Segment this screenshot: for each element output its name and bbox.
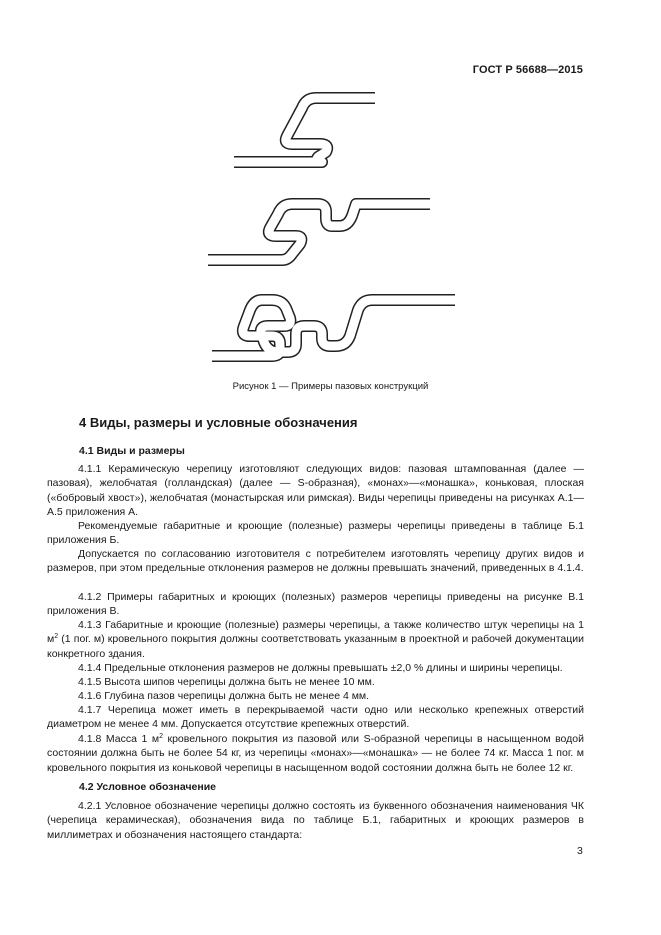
paragraph-4-1-5: 4.1.5 Высота шипов черепицы должна быть не менее 10 мм. — [78, 676, 375, 688]
paragraph-4-1-6: 4.1.6 Глубина пазов черепицы должна быть не менее 4 мм. — [78, 690, 370, 702]
groove-profiles-figure — [0, 85, 661, 385]
section-4-2-title: 4.2 Условное обозначение — [79, 781, 217, 793]
figure-caption: Рисунок 1 — Примеры пазовых конструкций — [232, 381, 429, 392]
groove-profile-2 — [208, 204, 430, 260]
section-4-1-title: 4.1 Виды и размеры — [79, 445, 185, 457]
paragraph-4-1-2: 4.1.2 Примеры габаритных и кроющих (полезных) размеров черепицы приведены на рисунке В.1 приложения В. — [47, 591, 584, 618]
groove-profile-3 — [212, 300, 455, 356]
paragraph-4-1-7: 4.1.7 Черепица может иметь в перекрываемой части одно или несколько крепежных отверстий диаметром не менее 4 мм. Допускается отсутствие крепежных отверстий. — [47, 704, 584, 731]
paragraph-4-1-1-c: Допускается по согласованию изготовителя с потребителем изготовлять черепицу других видов и размеров, при этом предельные отклонения размеров не должны превышать значений, приведенных в 4.1.4. — [47, 548, 584, 575]
section-4-title: 4 Виды, размеры и условные обозначения — [79, 415, 358, 430]
paragraph-4-1-4: 4.1.4 Предельные отклонения размеров не должны превышать ±2,0 % длины и ширины черепицы. — [78, 662, 563, 674]
paragraph-4-2-1: 4.2.1 Условное обозначение черепицы должно состоять из буквенного обозначения наименования ЧК (черепица керамическая), обозначения вида по таблице Б.1, габаритных и кроющих размеров в миллиметрах и обозначения настоящего стандарта: — [47, 800, 584, 841]
paragraph-4-1-1: 4.1.1 Керамическую черепицу изготовляют следующих видов: пазовая штампованная (далее — пазовая), желобчатая (голландская) (далее — S-образная), «монах»—«монашка», коньковая, плоская («бобровый хвост»), желобчатая (монастырская или римская). Виды черепицы приведены на рисунках А.1—А.5 приложения А. — [47, 463, 584, 518]
document-code: ГОСТ Р 56688—2015 — [472, 64, 583, 76]
paragraph-4-1-1-b: Рекомендуемые габаритные и кроющие (полезные) размеры черепицы приведены в таблице Б.1 приложения Б. — [47, 520, 584, 547]
groove-profile-1 — [234, 98, 375, 162]
page-number: 3 — [577, 845, 583, 857]
paragraph-4-1-3: 4.1.3 Габаритные и кроющие (полезные) размеры черепицы, а также количество штук черепицы на 1 $м^2$ (1 пог. м) кровельного покрытия должны соответствовать указанным в проектной и рабочей документации конкретного здания. — [47, 619, 584, 660]
paragraph-4-1-8: 4.1.8 Масса 1 $м^2$ кровельного покрытия из пазовой или S-образной черепицы в насыщенном водой состоянии должна быть не более 54 кг, из черепицы «монах»—«монашка» — не более 74 кг. Масса 1 пог. м кровельного покрытия из коньковой черепицы в насыщенном водой состоянии должна быть не более 12 кг. — [47, 733, 584, 774]
